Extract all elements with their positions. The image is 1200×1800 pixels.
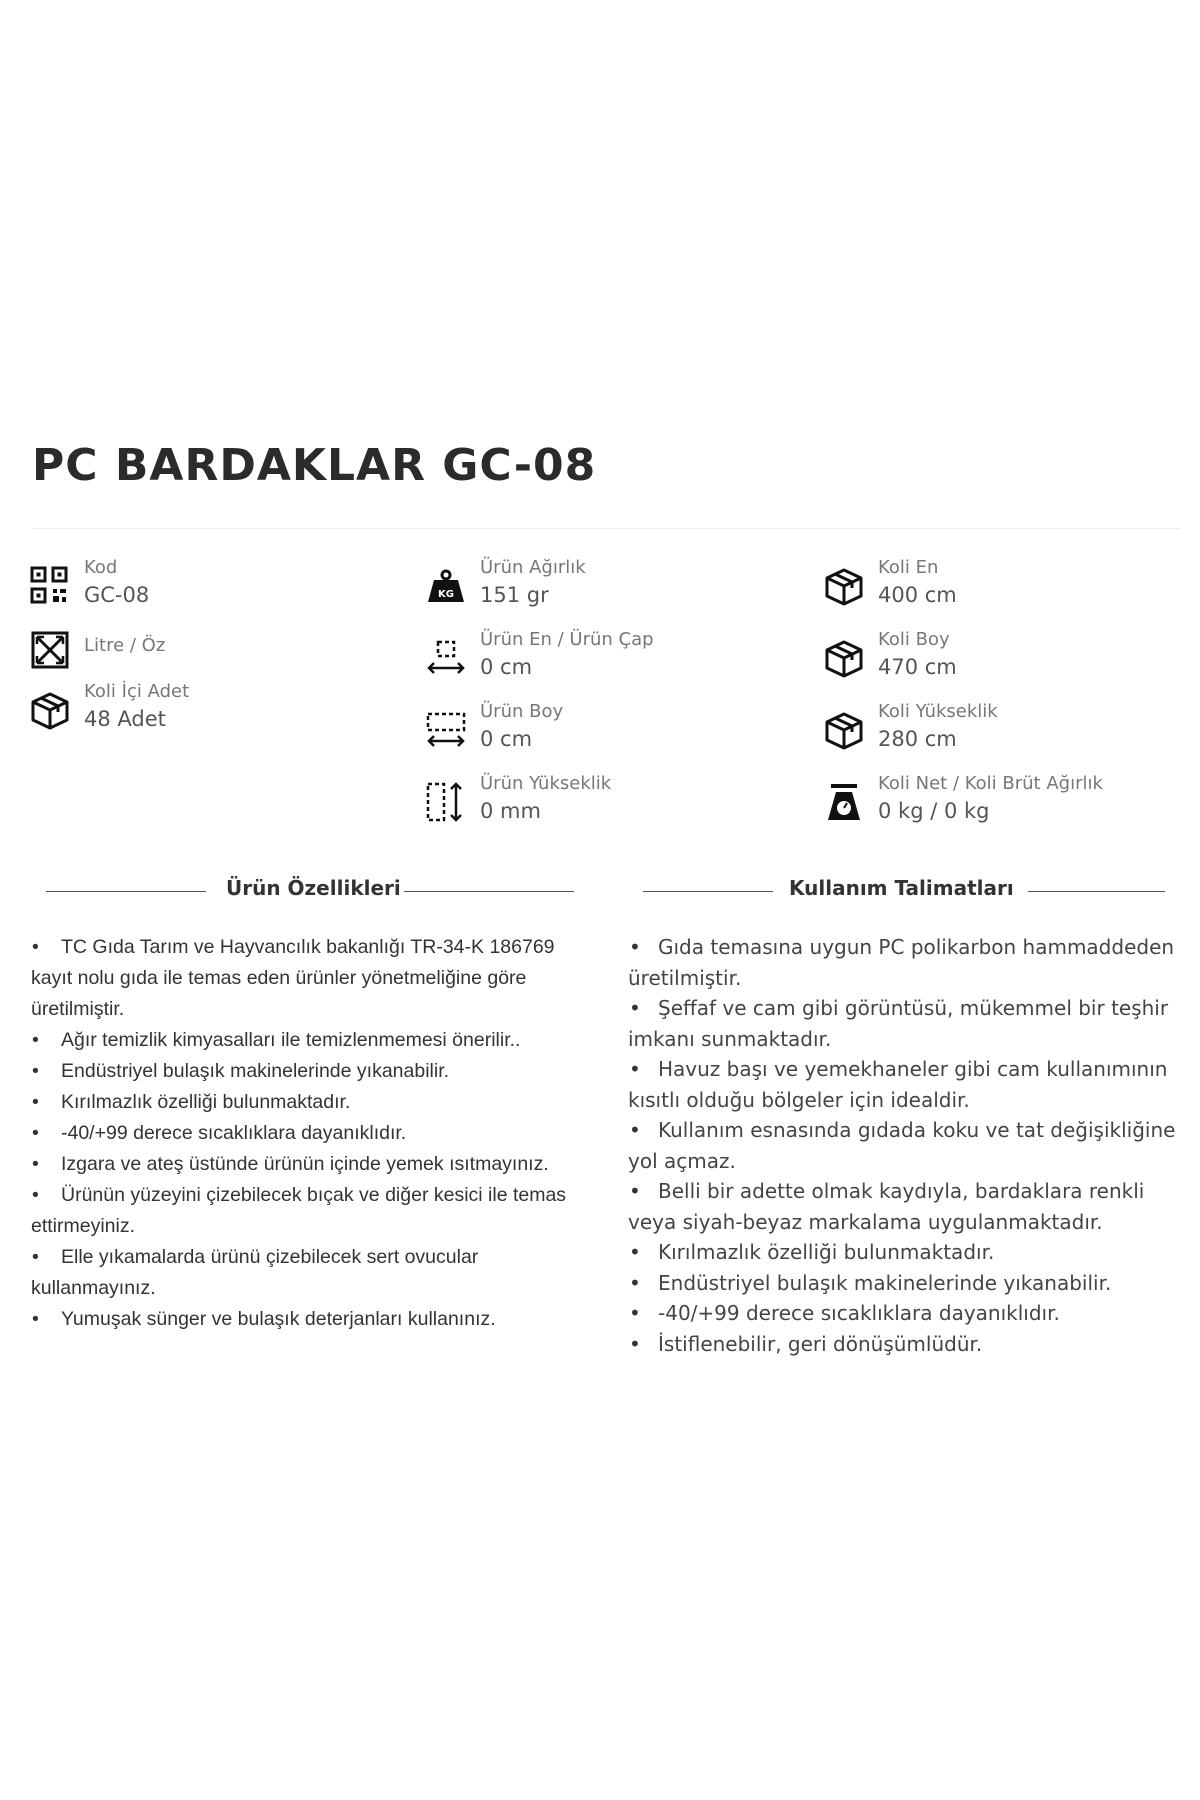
spec-value: 48 Adet [84, 707, 166, 731]
list-item: • Endüstriyel bulaşık makinelerinde yıkanabilir. [628, 1268, 1183, 1299]
spec-product-width [424, 628, 804, 688]
list-item: • Yumuşak sünger ve bulaşık deterjanları kullanınız. [31, 1304, 591, 1335]
list-item: • Elle yıkamalarda ürünü çizebilecek sert ovucular kullanmayınız. [31, 1242, 591, 1304]
list-item: • Ürünün yüzeyini çizebilecek bıçak ve diğer kesici ile temas ettirmeyiniz. [31, 1180, 591, 1242]
list-item: • -40/+99 derece sıcaklıklara dayanıklıdır. [628, 1298, 1183, 1329]
spec-value: GC-08 [84, 583, 150, 607]
list-item: • Ağır temizlik kimyasalları ile temizlenmemesi önerilir.. [31, 1025, 591, 1056]
heading-rule [1028, 891, 1165, 892]
spec-label: Ürün Yükseklik [480, 773, 612, 794]
spec-value: 151 gr [480, 583, 549, 607]
heading-rule [643, 891, 773, 892]
spec-value: 0 mm [480, 799, 541, 823]
features-heading [46, 876, 574, 906]
spec-box-quantity [28, 680, 408, 740]
list-item: • Şeffaf ve cam gibi görüntüsü, mükemmel bir teşhir imkanı sunmaktadır. [628, 993, 1183, 1054]
spec-box-height [822, 700, 1200, 760]
spec-box-length [822, 628, 1200, 688]
list-item: • -40/+99 derece sıcaklıklara dayanıklıdır. [31, 1118, 591, 1149]
list-item: • Havuz başı ve yemekhaneler gibi cam kullanımının kısıtlı olduğu bölgeler için idealdir. [628, 1054, 1183, 1115]
spec-value: 470 cm [878, 655, 957, 679]
usage-heading [643, 876, 1165, 906]
spec-label: Ürün Boy [480, 701, 564, 722]
spec-value: 400 cm [878, 583, 957, 607]
list-item: • İstiflenebilir, geri dönüşümlüdür. [628, 1329, 1183, 1360]
list-item: • Izgara ve ateş üstünde ürünün içinde yemek ısıtmayınız. [31, 1149, 591, 1180]
spec-grid [0, 556, 1200, 836]
qr-code-icon [28, 564, 72, 608]
height-arrow-icon [424, 780, 468, 824]
svg-text:KG: KG [438, 589, 454, 600]
spec-box-weight [822, 772, 1200, 832]
spec-product-height [424, 772, 804, 832]
spec-product-weight [424, 556, 804, 616]
heading-rule [404, 891, 574, 892]
spec-box-width [822, 556, 1200, 616]
list-item: • Kullanım esnasında gıdada koku ve tat değişikliğine yol açmaz. [628, 1115, 1183, 1176]
cross-box-icon [28, 628, 72, 672]
list-item: • Kırılmazlık özelliği bulunmaktadır. [31, 1087, 591, 1118]
list-item: • TC Gıda Tarım ve Hayvancılık bakanlığı TR-34-K 186769 kayıt nolu gıda ile temas eden ürünler yönetmeliğine göre üretilmiştir. [31, 932, 591, 1025]
spec-value: 0 cm [480, 655, 533, 679]
spec-value: 280 cm [878, 727, 957, 751]
list-item: • Kırılmazlık özelliği bulunmaktadır. [628, 1237, 1183, 1268]
heading-rule [46, 891, 206, 892]
spec-value: 0 kg / 0 kg [878, 799, 990, 823]
spec-litre [28, 628, 408, 688]
list-item: • Endüstriyel bulaşık makinelerinde yıkanabilir. [31, 1056, 591, 1087]
spec-label: Litre / Öz [84, 635, 166, 656]
spec-label: Koli Boy [878, 629, 950, 650]
spec-label: Ürün En / Ürün Çap [480, 629, 654, 650]
features-heading-text: Ürün Özellikleri [226, 876, 401, 900]
usage-heading-text: Kullanım Talimatları [789, 876, 1014, 900]
product-title: PC BARDAKLAR GC-08 [32, 440, 597, 491]
features-list [31, 932, 591, 1335]
box-icon [822, 564, 866, 608]
box-icon [28, 688, 72, 732]
usage-list [628, 932, 1183, 1359]
width-arrow-icon [424, 636, 468, 680]
box-icon [822, 708, 866, 752]
length-arrow-icon [424, 708, 468, 752]
list-item: • Gıda temasına uygun PC polikarbon hammaddeden üretilmiştir. [628, 932, 1183, 993]
spec-code [28, 556, 408, 616]
spec-label: Ürün Ağırlık [480, 557, 586, 578]
spec-label: Koli İçi Adet [84, 681, 190, 702]
spec-label: Koli Net / Koli Brüt Ağırlık [878, 773, 1103, 794]
spec-product-length [424, 700, 804, 760]
spec-label: Koli En [878, 557, 939, 578]
list-item: • Belli bir adette olmak kaydıyla, bardaklara renkli veya siyah-beyaz markalama uygulanmaktadır. [628, 1176, 1183, 1237]
title-divider [32, 528, 1180, 529]
weight-kg-icon [424, 564, 468, 608]
spec-label: Koli Yükseklik [878, 701, 998, 722]
box-icon [822, 636, 866, 680]
spec-label: Kod [84, 557, 118, 578]
scale-icon [822, 780, 866, 824]
spec-value: 0 cm [480, 727, 533, 751]
